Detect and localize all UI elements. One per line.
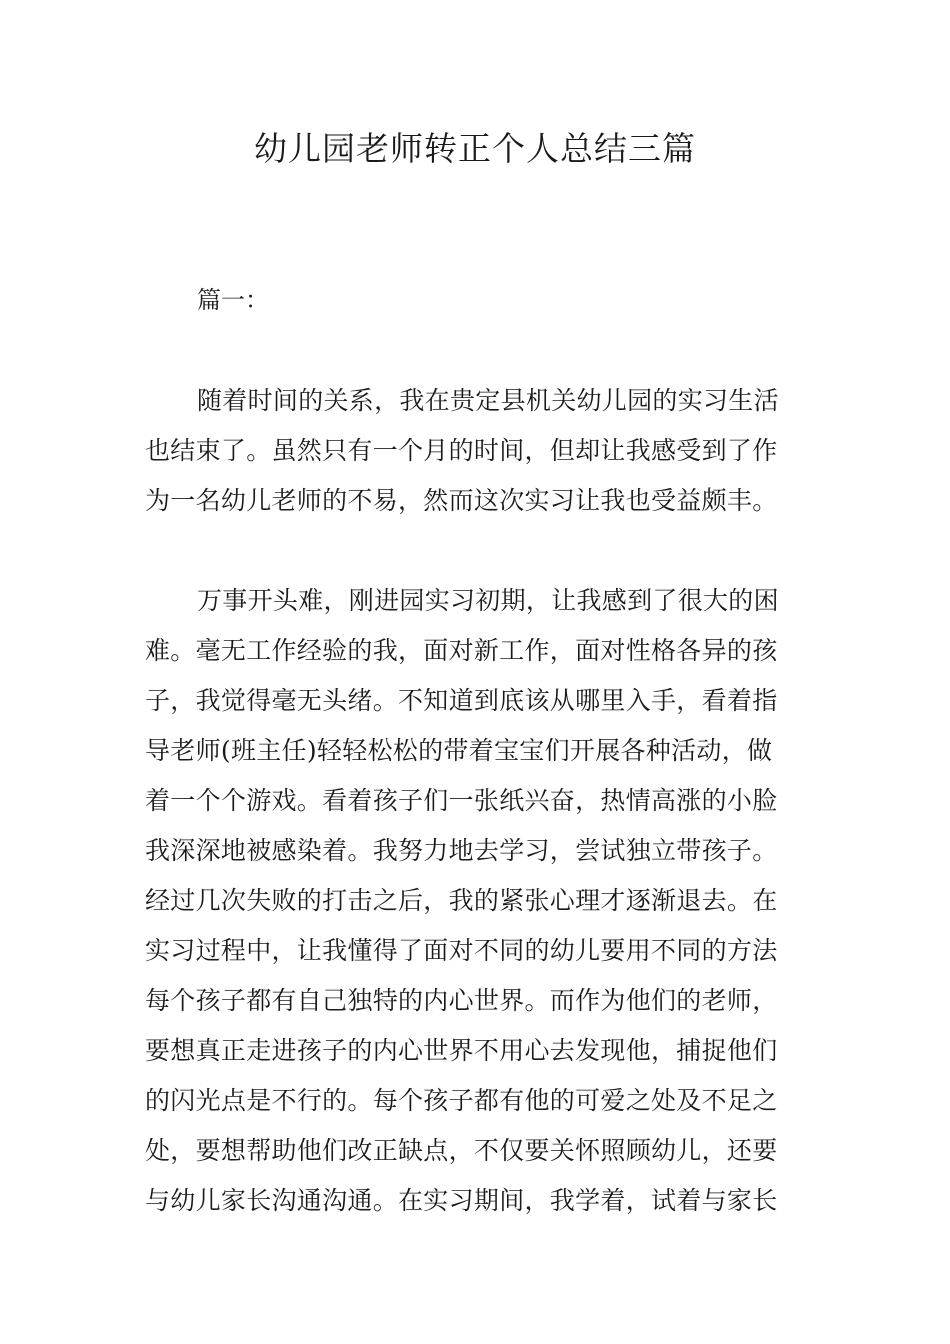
paragraph-line: 着一个个游戏。看着孩子们一张纸兴奋，热情高涨的小脸	[145, 786, 778, 815]
paragraph-2	[145, 576, 807, 1226]
paragraph-line: 处，要想帮助他们改正缺点，不仅要关怀照顾幼儿，还要	[145, 1136, 778, 1165]
paragraph-line: 随着时间的关系，我在贵定县机关幼儿园的实习生活	[197, 386, 779, 415]
paragraph-line: 实习过程中，让我懂得了面对不同的幼儿要用不同的方法	[145, 936, 778, 965]
paragraph-line: 每个孩子都有自己独特的内心世界。而作为他们的老师，	[145, 986, 778, 1015]
document-title: 幼儿园老师转正个人总结三篇	[254, 129, 696, 168]
paragraph-line: 的闪光点是不行的。每个孩子都有他的可爱之处及不足之	[145, 1086, 778, 1115]
paragraph-line: 与幼儿家长沟通沟通。在实习期间，我学着，试着与家长	[145, 1186, 778, 1215]
paragraph-line: 我深深地被感染着。我努力地去学习，尝试独立带孩子。	[145, 836, 778, 865]
paragraph-line: 导老师(班主任)轻轻松松的带着宝宝们开展各种活动，做	[145, 736, 773, 765]
paragraph-line: 万事开头难，刚进园实习初期，让我感到了很大的困	[197, 586, 779, 615]
paragraph-line: 子，我觉得毫无头绪。不知道到底该从哪里入手，看着指	[145, 686, 778, 715]
paragraph-line: 难。毫无工作经验的我，面对新工作，面对性格各异的孩	[145, 636, 778, 665]
paragraph-line: 要想真正走进孩子的内心世界不用心去发现他，捕捉他们	[145, 1036, 778, 1065]
paragraph-1	[145, 376, 807, 526]
paragraph-line: 为一名幼儿老师的不易，然而这次实习让我也受益颇丰。	[145, 486, 778, 515]
paragraph-line: 经过几次失败的打击之后，我的紧张心理才逐渐退去。在	[145, 886, 778, 915]
section-heading: 篇一：	[197, 286, 269, 314]
paragraph-line: 也结束了。虽然只有一个月的时间，但却让我感受到了作	[145, 436, 778, 465]
